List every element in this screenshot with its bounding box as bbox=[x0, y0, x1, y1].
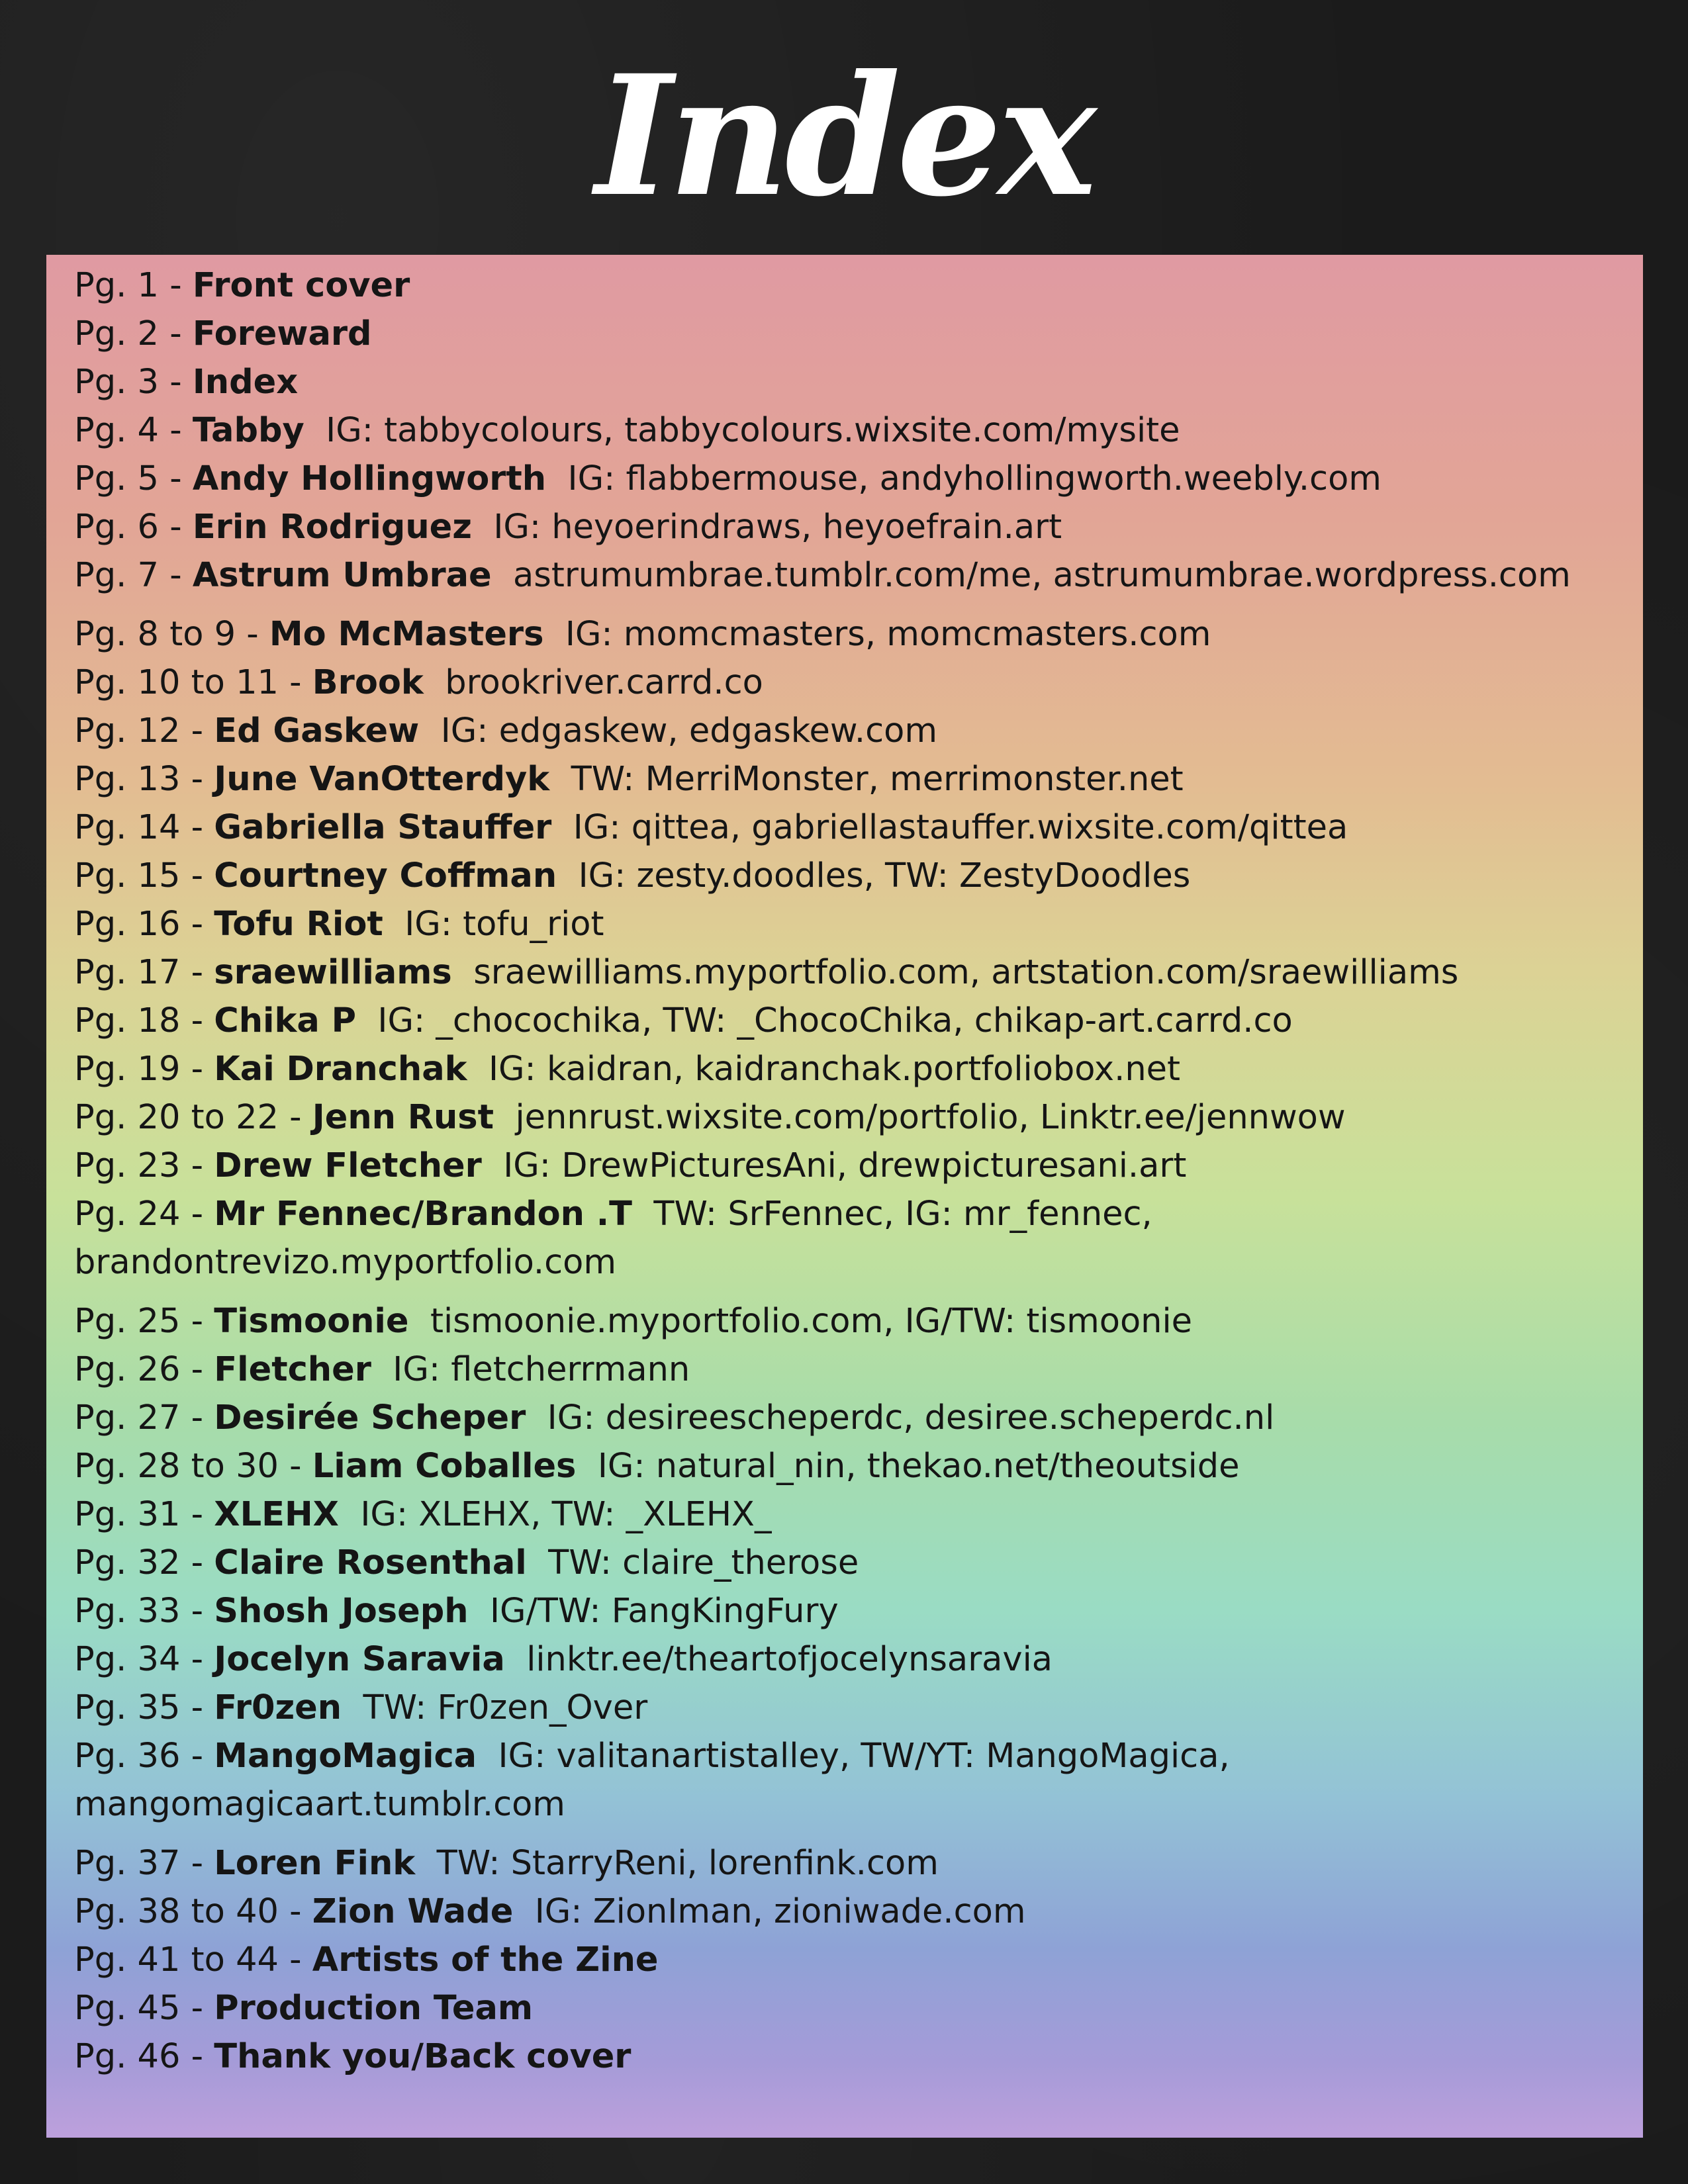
entry-artist-name: Desirée Scheper bbox=[214, 1398, 526, 1437]
index-entry bbox=[74, 1936, 1597, 1984]
entry-links: sraewilliams.myportfolio.com, artstation.com/sraewilliams bbox=[473, 953, 1459, 992]
index-entry bbox=[74, 1635, 1597, 1684]
entry-artist-name: Fr0zen bbox=[214, 1688, 342, 1727]
index-entry bbox=[74, 1045, 1597, 1093]
index-entry bbox=[74, 1490, 1597, 1539]
index-entry bbox=[74, 997, 1597, 1045]
entry-links: TW: StarryReni, lorenfink.com bbox=[436, 1844, 939, 1883]
index-entry bbox=[74, 1297, 1597, 1345]
entry-artist-name: Tofu Riot bbox=[214, 905, 383, 944]
entry-artist-name: Foreward bbox=[192, 314, 372, 353]
index-panel bbox=[46, 255, 1643, 2138]
entry-links: IG: zesty.doodles, TW: ZestyDoodles bbox=[578, 856, 1191, 895]
entry-links: IG/TW: FangKingFury bbox=[490, 1592, 839, 1631]
entry-pages: Pg. 16 - bbox=[74, 905, 214, 944]
entry-links: IG: valitanartistalley, TW/YT: MangoMagica, mangomagicaart.tumblr.com bbox=[74, 1737, 1241, 1824]
index-entry bbox=[74, 1394, 1597, 1442]
entry-pages: Pg. 14 - bbox=[74, 808, 214, 847]
index-entry bbox=[74, 551, 1597, 600]
entry-pages: Pg. 10 to 11 - bbox=[74, 663, 312, 702]
entry-artist-name: Chika P bbox=[214, 1001, 356, 1040]
entry-pages: Pg. 1 - bbox=[74, 266, 193, 305]
page-title: Index bbox=[595, 38, 1093, 233]
entry-links: IG: DrewPicturesAni, drewpicturesani.art bbox=[503, 1146, 1187, 1185]
entry-pages: Pg. 3 - bbox=[74, 363, 193, 402]
entry-pages: Pg. 34 - bbox=[74, 1640, 214, 1679]
entry-artist-name: Courtney Coffman bbox=[214, 856, 557, 895]
index-entry bbox=[74, 1190, 1597, 1287]
entry-pages: Pg. 15 - bbox=[74, 856, 214, 895]
index-entry bbox=[74, 1442, 1597, 1490]
entry-artist-name: Loren Fink bbox=[214, 1844, 416, 1883]
index-entry bbox=[74, 900, 1597, 948]
entry-links: IG: XLEHX, TW: _XLEHX_ bbox=[360, 1495, 772, 1534]
entry-pages: Pg. 19 - bbox=[74, 1050, 214, 1089]
entry-pages: Pg. 41 to 44 - bbox=[74, 1940, 312, 1979]
entry-artist-name: Jenn Rust bbox=[312, 1098, 494, 1137]
entry-pages: Pg. 35 - bbox=[74, 1688, 214, 1727]
entry-links: IG: fletcherrmann bbox=[393, 1350, 690, 1389]
entry-links: IG: desireescheperdc, desiree.scheperdc.nl bbox=[547, 1398, 1275, 1437]
index-entry bbox=[74, 2032, 1597, 2081]
entry-pages: Pg. 20 to 22 - bbox=[74, 1098, 312, 1137]
index-entry bbox=[74, 1684, 1597, 1732]
entry-links: jennrust.wixsite.com/portfolio, Linktr.ee/jennwow bbox=[515, 1098, 1346, 1137]
entry-links: IG: kaidran, kaidranchak.portfoliobox.net bbox=[488, 1050, 1181, 1089]
entry-artist-name: XLEHX bbox=[214, 1495, 339, 1534]
entry-artist-name: Tismoonie bbox=[214, 1302, 409, 1341]
index-entry bbox=[74, 1732, 1597, 1829]
entry-artist-name: Thank you/Back cover bbox=[214, 2037, 632, 2076]
index-entry bbox=[74, 707, 1597, 755]
index-entry bbox=[74, 310, 1597, 358]
entry-links: IG: ZionIman, zioniwade.com bbox=[534, 1892, 1026, 1931]
index-entry bbox=[74, 261, 1597, 310]
entry-artist-name: Ed Gaskew bbox=[214, 711, 420, 751]
entry-artist-name: June VanOtterdyk bbox=[214, 760, 550, 799]
entry-pages: Pg. 33 - bbox=[74, 1592, 214, 1631]
entry-artist-name: Artists of the Zine bbox=[312, 1940, 659, 1979]
entry-pages: Pg. 6 - bbox=[74, 508, 193, 547]
entry-artist-name: Front cover bbox=[192, 266, 410, 305]
index-entry bbox=[74, 1142, 1597, 1190]
entry-artist-name: Kai Dranchak bbox=[214, 1050, 467, 1089]
index-entry bbox=[74, 1888, 1597, 1936]
entry-pages: Pg. 45 - bbox=[74, 1989, 214, 2028]
index-entry bbox=[74, 852, 1597, 900]
index-entry bbox=[74, 1587, 1597, 1635]
entry-links: TW: Fr0zen_Over bbox=[363, 1688, 648, 1727]
entry-artist-name: sraewilliams bbox=[214, 953, 452, 992]
entry-pages: Pg. 28 to 30 - bbox=[74, 1447, 312, 1486]
index-entry bbox=[74, 1839, 1597, 1888]
entry-artist-name: Brook bbox=[312, 663, 424, 702]
index-entry bbox=[74, 610, 1597, 659]
entry-pages: Pg. 12 - bbox=[74, 711, 214, 751]
index-entry bbox=[74, 803, 1597, 852]
entry-pages: Pg. 4 - bbox=[74, 411, 193, 450]
entry-pages: Pg. 5 - bbox=[74, 459, 193, 498]
entry-pages: Pg. 8 to 9 - bbox=[74, 615, 269, 654]
entry-artist-name: Tabby bbox=[192, 411, 305, 450]
entry-artist-name: Andy Hollingworth bbox=[192, 459, 547, 498]
index-entry bbox=[74, 1093, 1597, 1142]
entry-artist-name: Mr Fennec/Brandon .T bbox=[214, 1195, 632, 1234]
entry-links: astrumumbrae.tumblr.com/me, astrumumbrae.wordpress.com bbox=[513, 556, 1571, 595]
entry-artist-name: Production Team bbox=[214, 1989, 534, 2028]
entry-links: IG: _chocochika, TW: _ChocoChika, chikap-art.carrd.co bbox=[377, 1001, 1293, 1040]
entry-pages: Pg. 32 - bbox=[74, 1543, 214, 1582]
index-entry bbox=[74, 948, 1597, 997]
index-entry bbox=[74, 455, 1597, 503]
entry-pages: Pg. 27 - bbox=[74, 1398, 214, 1437]
entry-links: tismoonie.myportfolio.com, IG/TW: tismoonie bbox=[430, 1302, 1193, 1341]
entry-pages: Pg. 24 - bbox=[74, 1195, 214, 1234]
entry-artist-name: Zion Wade bbox=[312, 1892, 514, 1931]
entry-links: IG: qittea, gabriellastauffer.wixsite.com/qittea bbox=[573, 808, 1348, 847]
index-entry bbox=[74, 659, 1597, 707]
entry-pages: Pg. 37 - bbox=[74, 1844, 214, 1883]
index-entry bbox=[74, 406, 1597, 455]
entry-links: IG: tofu_riot bbox=[404, 905, 604, 944]
entry-artist-name: Astrum Umbrae bbox=[192, 556, 492, 595]
index-entry bbox=[74, 1984, 1597, 2032]
entry-pages: Pg. 17 - bbox=[74, 953, 214, 992]
entry-links: TW: claire_therose bbox=[548, 1543, 859, 1582]
entry-links: IG: natural_nin, thekao.net/theoutside bbox=[597, 1447, 1240, 1486]
entry-pages: Pg. 13 - bbox=[74, 760, 214, 799]
entry-pages: Pg. 36 - bbox=[74, 1737, 214, 1776]
entry-links: TW: SrFennec, IG: mr_fennec, brandontrevizo.myportfolio.com bbox=[74, 1195, 1163, 1282]
entry-artist-name: Shosh Joseph bbox=[214, 1592, 469, 1631]
entry-artist-name: Gabriella Stauffer bbox=[214, 808, 552, 847]
entry-links: linktr.ee/theartofjocelynsaravia bbox=[526, 1640, 1053, 1679]
entry-pages: Pg. 7 - bbox=[74, 556, 193, 595]
index-entry bbox=[74, 358, 1597, 406]
index-list bbox=[74, 261, 1643, 2081]
entry-links: TW: MerriMonster, merrimonster.net bbox=[571, 760, 1184, 799]
entry-pages: Pg. 18 - bbox=[74, 1001, 214, 1040]
entry-artist-name: MangoMagica bbox=[214, 1737, 477, 1776]
entry-links: brookriver.carrd.co bbox=[445, 663, 763, 702]
entry-artist-name: Drew Fletcher bbox=[214, 1146, 482, 1185]
entry-artist-name: Claire Rosenthal bbox=[214, 1543, 527, 1582]
entry-links: IG: momcmasters, momcmasters.com bbox=[565, 615, 1211, 654]
entry-artist-name: Liam Coballes bbox=[312, 1447, 577, 1486]
entry-links: IG: heyoerindraws, heyoefrain.art bbox=[493, 508, 1062, 547]
entry-artist-name: Jocelyn Saravia bbox=[214, 1640, 505, 1679]
entry-pages: Pg. 31 - bbox=[74, 1495, 214, 1534]
entry-pages: Pg. 26 - bbox=[74, 1350, 214, 1389]
entry-pages: Pg. 25 - bbox=[74, 1302, 214, 1341]
entry-links: IG: edgaskew, edgaskew.com bbox=[440, 711, 938, 751]
entry-artist-name: Mo McMasters bbox=[269, 615, 544, 654]
entry-links: IG: tabbycolours, tabbycolours.wixsite.com/mysite bbox=[326, 411, 1180, 450]
entry-artist-name: Erin Rodriguez bbox=[192, 508, 472, 547]
index-entry bbox=[74, 503, 1597, 551]
entry-artist-name: Fletcher bbox=[214, 1350, 371, 1389]
index-entry bbox=[74, 755, 1597, 803]
entry-pages: Pg. 38 to 40 - bbox=[74, 1892, 312, 1931]
entry-links: IG: flabbermouse, andyhollingworth.weebly.com bbox=[567, 459, 1382, 498]
index-entry bbox=[74, 1345, 1597, 1394]
index-entry bbox=[74, 1539, 1597, 1587]
entry-pages: Pg. 23 - bbox=[74, 1146, 214, 1185]
entry-pages: Pg. 2 - bbox=[74, 314, 193, 353]
entry-pages: Pg. 46 - bbox=[74, 2037, 214, 2076]
entry-artist-name: Index bbox=[192, 363, 299, 402]
